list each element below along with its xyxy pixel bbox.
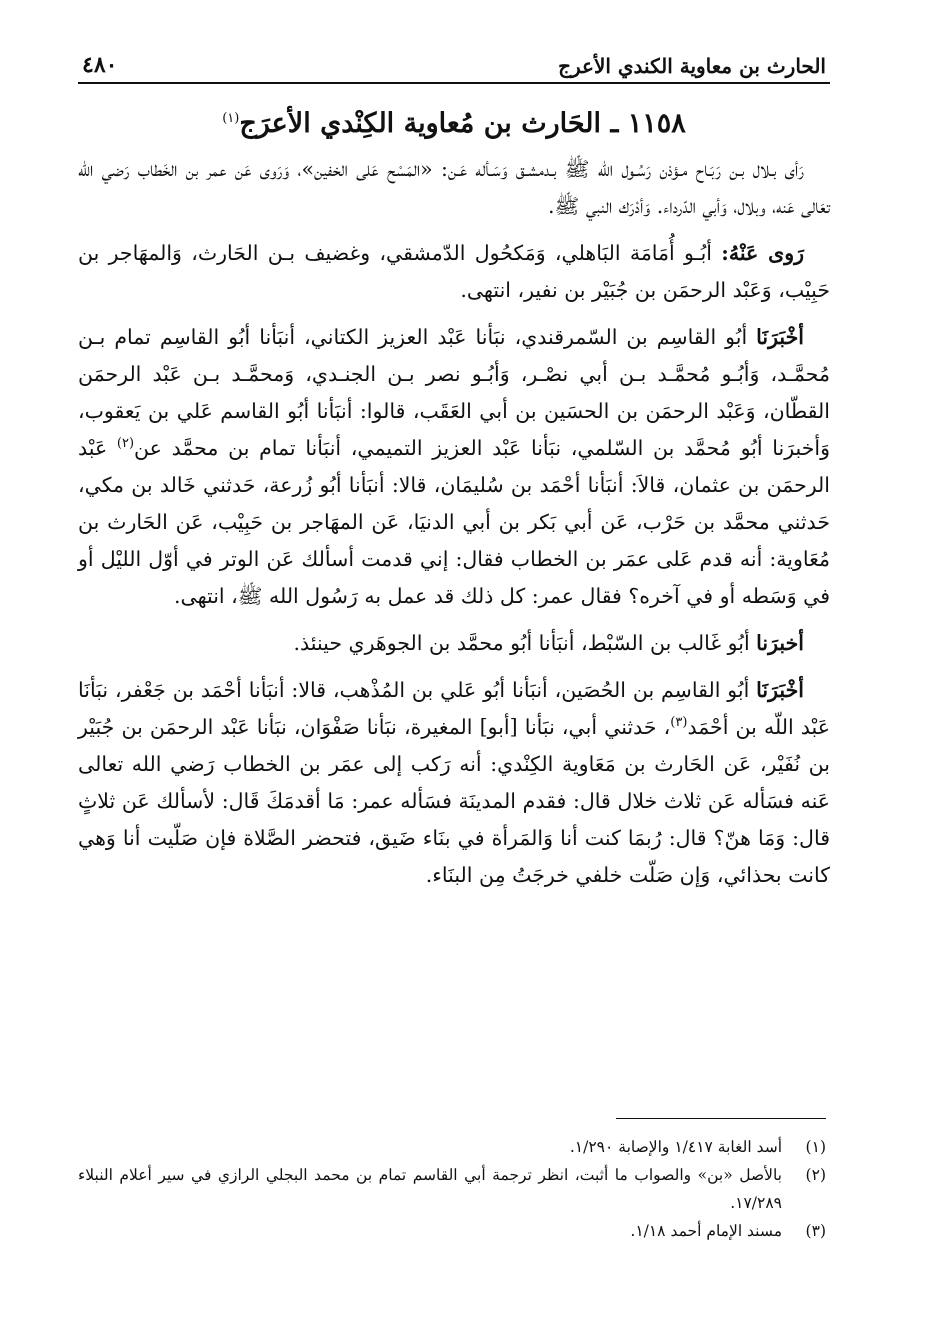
footnote [78,1217,826,1245]
paragraph [78,672,830,894]
footnote-ref: (١) [222,111,240,126]
footnotes [78,1118,826,1245]
running-head [78,40,830,84]
paragraph-text: أبُو غَالب بن السّبْط، أنبَأنا أبُو محمَّد بن الجوهَري حينئذ. [293,631,757,656]
paragraph-text: أبُو القاسِم بن الحُصَين، أنبَأنا أبُو عَلي بن المُذْهب، قالا: أنبَأنا أحْمَد بن جَعْفر، نبَأنَا عَبْد اللّه بن أحْمَد [78,678,830,740]
paragraph-text: ، حَدثني أبي، نبَأنا [أبو] المغيرة، نبَأنا صَفْوَان، نبَأنا عَبْد الرحمَن بن جُبَيْر بن نُفَيْر، عَن الحَارث بن مَعَاوية الكِنْدي: أنه رَكب إلى عمَر بن الخطاب رَضي الله تعالى عَنه فسَأله عَن ثلاث خلال قال: فقدم المدينَة فسَأله عمر: مَا أقدمَكَ قَال: لأسألك عَن ثلاثٍ قال: وَمَا هنّ؟ قال: رُبمَا كنت أنا وَالمَرأة في بنَاء ضَيق، فتحضر الصَّلاة فإن صَلّيت أنا وَهي كانت بحذائي، وَإن صَلّت خلفي خرجَتُ مِن البنَاء. [78,715,830,888]
footnote-text: أسد الغابة ١/٤١٧ والإصابة ١/٢٩٠. [569,1138,782,1156]
footnote [78,1133,826,1161]
paragraph [78,625,830,662]
paragraph-text: أبُو القاسِم بن السّمرقندي، نبَأنا عَبْد العزيز الكتاني، أنبَأنا أبُو القاسِم تمام بـن مُحمَّـد، وَأبُـو مُحمَّـد بـن أبي نصْـر، وَأبُـو نصر بـن الجنـدي، وَمحمَّـد بـن عَبْد الرحمَن القطّان، وَعَبْد الرحمَن بن الحسَين بن أبي العَقَب، قالوا: أنبَأنا أبُو القاسم عَلي بن يَعقوب، وَأخبرَنا أبُو مُحمَّد بن السّلمي، نبَأنا عَبْد العزيز التميمي، أنبَأنا تمام بن محمَّد عن [78,325,830,461]
footnote-number: (٣) [805,1222,826,1240]
footnote-text: مسند الإمام أحمد ١/١٨. [630,1222,782,1240]
footnote-divider [616,1118,826,1119]
footnote [78,1161,826,1217]
paragraph [78,235,830,309]
paragraph-text: عَبْد الرحمَن بن عثمان، قالاَ: أنبَأنا أحْمَد بن سُليمَان، قالا: أنبَأنا أبُو زُرعة، حَدثني خَالد بن مكي، حَدثني محمَّد بن حَرْب، عَن أبي بَكر بن أبي الدنيَا، عَن المهَاجر بن حَبِيْب، عَن الحَارث بن مُعَاوية: أنه قدم عَلى عمَر بن الخطاب فقال: إني قدمت أسألك عَن الوتر في أوّل الليْل أو في وَسَطه أو في آخره؟ فقال عمر: كل ذلك قد عمل به رَسُول الله ﷺ، انتهى. [78,436,830,609]
paragraph: رَأى بـلال بـن رَبَـاح مـؤذن رَسُـول الله ﷺ بـدمشـق وَسَـأله عَـن: «المَسْح عَلى الخفين»، وَرَوى عَن عمر بن الخَطاب رَضي الله تعَالى عَنه، وبلال، وَأبي الدّرداء. وَأدْرَك النبي ﷺ. [78,157,830,219]
footnote-ref: (٢) [116,436,135,452]
paragraph-lead: رَوى عَنْهُ: [721,241,804,266]
footnote-text: بالأصل «بن» والصواب ما أثبت، انظر ترجمة أبي القاسم تمام بن محمد البجلي الرازي في سير أعلام النبلاء ١٧/٢٨٩. [78,1166,782,1212]
paragraph-lead: أخْبَرَنَا [756,678,804,703]
running-title: الحارث بن معاوية الكندي الأعرج [558,54,826,78]
body-text [78,151,830,894]
footnote-number: (١) [805,1138,826,1156]
paragraph-text: أبُـو أُمَامَة البَاهلي، وَمَكحُول الدّمشقي، وغضيف بـن الحَارث، وَالمهَاجر بن حَبِيْب، وَعَبْد الرحمَن بن جُبَيْر بن نفير، انتهى. [78,241,830,303]
entry-title [78,106,830,141]
entry-title-text: ١١٥٨ ـ الحَارث بن مُعاوية الكِنْدي الأعرَج [239,108,686,139]
footnote-number: (٢) [805,1166,826,1184]
paragraph [78,319,830,615]
paragraph-lead: أخبرَنا [756,631,804,656]
page-number: ٤٨٠ [82,52,118,78]
book-page [78,40,830,1310]
paragraph-lead: أخْبَرَنَا [756,325,804,350]
footnote-ref: (٣) [670,715,688,731]
